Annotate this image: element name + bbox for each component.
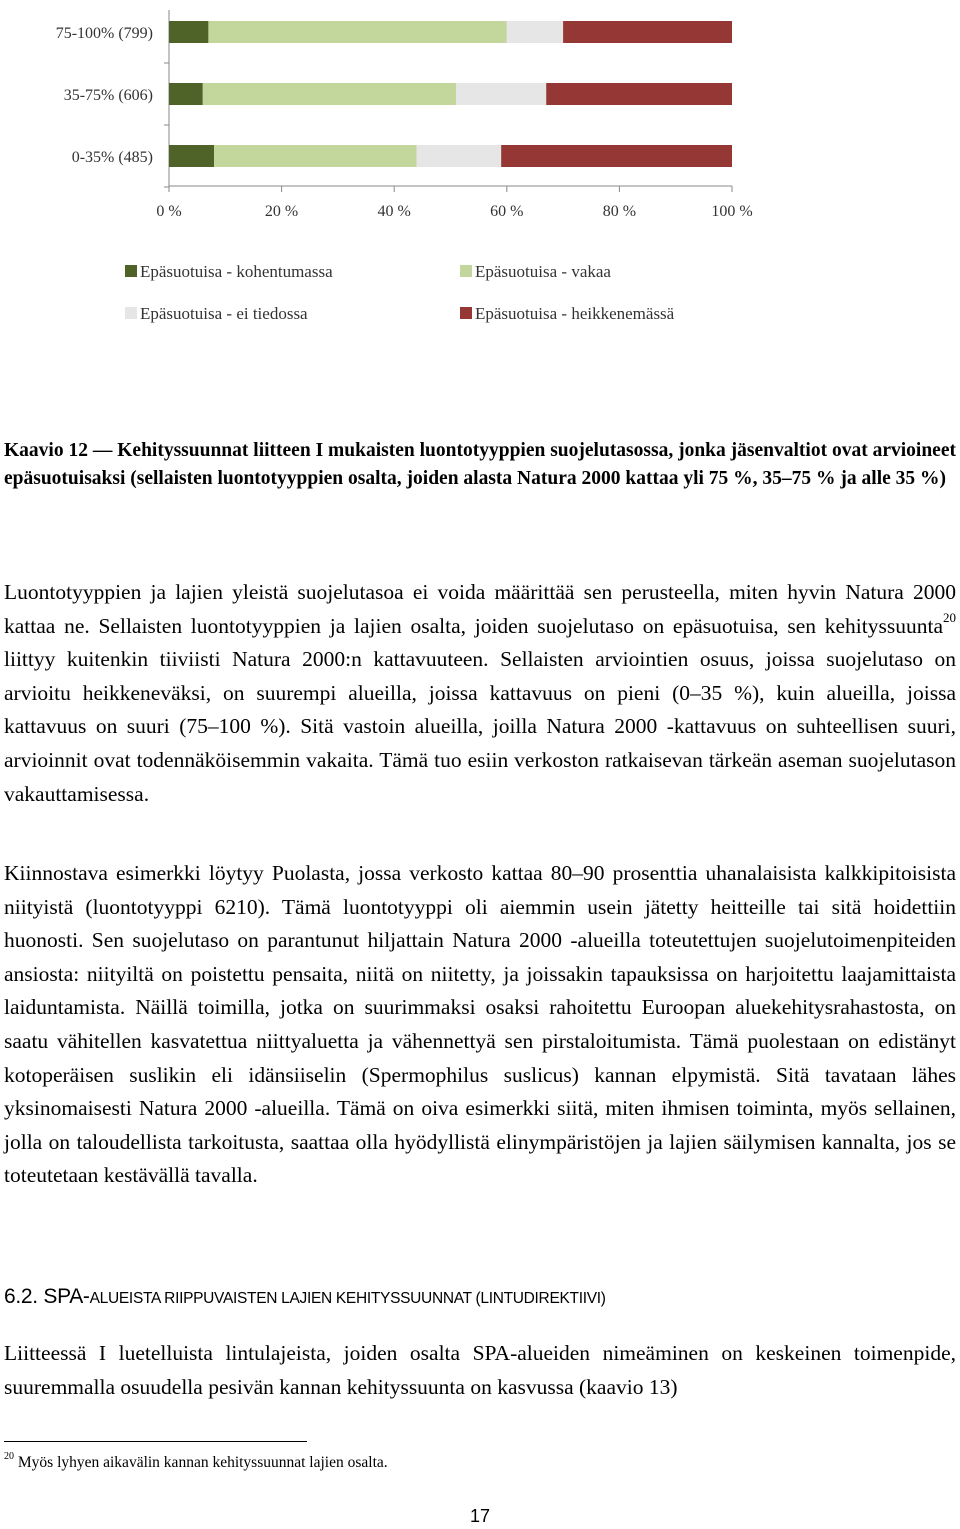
paragraph-text: liittyy kuitenkin tiiviisti Natura 2000:n kattavuuteen. Sellaisten arviointien osuus, joissa suojelutaso on arvioitu heikkeneväksi, on suurempi alueilla, joissa kattavuus on pieni (0–35 %), kuin alueilla, joissa kattavuus on suuri (75–100 %). Sitä vastoin alueilla, joilla Natura 2000 -kattavuus on suhteellisen suuri, arvioinnit ovat todennäköisemmin vakaita. Tämä tuo esiin verkoston ratkaisevan tärkeän aseman suojelutason vakauttamisessa.	[4, 647, 956, 806]
category-label: 75-100% (799)	[55, 25, 153, 42]
bar-segment	[169, 145, 214, 167]
x-tick-label: 0 %	[156, 203, 182, 220]
paragraph-poland-example: Kiinnostava esimerkki löytyy Puolasta, jossa verkosto kattaa 80–90 prosenttia uhanalaisista kalkkipitoisista niityistä (luontotyyppi 6210). Tämä luontotyyppi oli aiemmin usein jätetty heitteille tai sitä hoidettiin huonosti. Sen suojelutaso on parantunut hiljattain Natura 2000 -alueilla toteutettujen suojelutoimenpiteiden ansiosta: niityiltä on poistettu pensaita, niitä on niitetty, ja joissakin tapauksissa on harjoitettu laajamittaista laiduntamista. Näillä toimilla, jotka on suurimmaksi osaksi rahoitettu Euroopan aluekehitysrahastosta, on saatu vähitellen kasvatettua niittyaluetta ja vähennettyä sen pirstaloitumista. Tämä puolestaan on edistänyt kotoperäisen suslikin eli idänsiiselin (Spermophilus suslicus) kannan elpymistä. Sitä tavataan lähes yksinomaisesti Natura 2000 -alueilla. Tämä on oiva esimerkki siitä, miten ihmisen toiminta, myös sellainen, jolla on taloudellista tarkoitusta, saattaa olla hyödyllistä elinympäristöjen ja lajien säilymisen kannalta, jos se toteutetaan kestävällä tavalla.	[4, 861, 956, 1188]
footnote-text: Myös lyhyen aikavälin kannan kehityssuunnat lajien osalta.	[17, 1454, 388, 1472]
bar-segment	[203, 83, 456, 105]
x-tick-label: 60 %	[490, 203, 524, 220]
figure-caption: Kaavio 12 — Kehityssuunnat liitteen I mukaisten luontotyyppien suojelutasossa, jonka jäsenvaltiot ovat arvioineet epäsuotuisaksi (sellaisten luontotyyppien osalta, joiden alasta Natura 2000 kattaa yli 75 %, 35–75 % ja alle 35 %)	[4, 440, 956, 489]
bar-segment	[169, 83, 203, 105]
legend-swatch	[125, 307, 137, 319]
x-tick-label: 20 %	[264, 203, 299, 220]
bar-segment	[214, 145, 417, 167]
section-prefix: SPA-	[43, 1285, 90, 1308]
bar-segment	[456, 83, 546, 105]
x-tick-label: 80 %	[602, 203, 637, 220]
paragraph-coverage-trend	[4, 576, 956, 811]
legend-label: Epäsuotuisa - vakaa	[475, 262, 611, 281]
bar-segment	[546, 83, 732, 105]
bar-segment	[501, 145, 732, 167]
bar-segment	[417, 145, 501, 167]
legend-swatch	[460, 265, 472, 277]
paragraph-bird-species: Liitteessä I luetelluista lintulajeista, joiden osalta SPA-alueiden nimeäminen on keskeinen toimenpide, suuremmalla osuudella pesivän kannan kehityssuunta on kasvussa (kaavio 13)	[4, 1341, 956, 1399]
section-number: 6.2.	[4, 1285, 38, 1308]
legend-label: Epäsuotuisa - ei tiedossa	[140, 304, 308, 323]
stacked-bar-chart	[0, 0, 960, 340]
bar-segment	[208, 21, 506, 43]
section-title: ALUEISTA RIIPPUVAISTEN LAJIEN KEHITYSSUUNNAT (LINTUDIREKTIIVI)	[89, 1290, 606, 1307]
paragraph-text: Luontotyyppien ja lajien yleistä suojelutasoa ei voida määrittää sen perusteella, miten hyvin Natura 2000 kattaa ne. Sellaisten luontotyyppien ja lajien osalta, joiden suojelutaso on epäsuotuisa, sen kehityssuunta	[4, 580, 956, 638]
category-label: 35-75% (606)	[63, 87, 153, 104]
section-heading	[4, 1285, 606, 1309]
footnote-number: 20	[4, 1451, 14, 1462]
x-tick-label: 100 %	[711, 203, 753, 220]
legend-swatch	[460, 307, 472, 319]
legend-swatch	[125, 265, 137, 277]
footnote-reference[interactable]: 20	[943, 610, 956, 626]
legend-label: Epäsuotuisa - kohentumassa	[140, 262, 333, 281]
bar-segment	[563, 21, 732, 43]
bar-segment	[507, 21, 563, 43]
footnote	[4, 1453, 388, 1472]
footnote-divider	[4, 1441, 307, 1442]
bar-segment	[169, 21, 208, 43]
page-number: 17	[469, 1506, 491, 1526]
legend-label: Epäsuotuisa - heikkenemässä	[475, 304, 675, 323]
x-tick-label: 40 %	[377, 203, 411, 220]
category-label: 0-35% (485)	[71, 149, 153, 166]
